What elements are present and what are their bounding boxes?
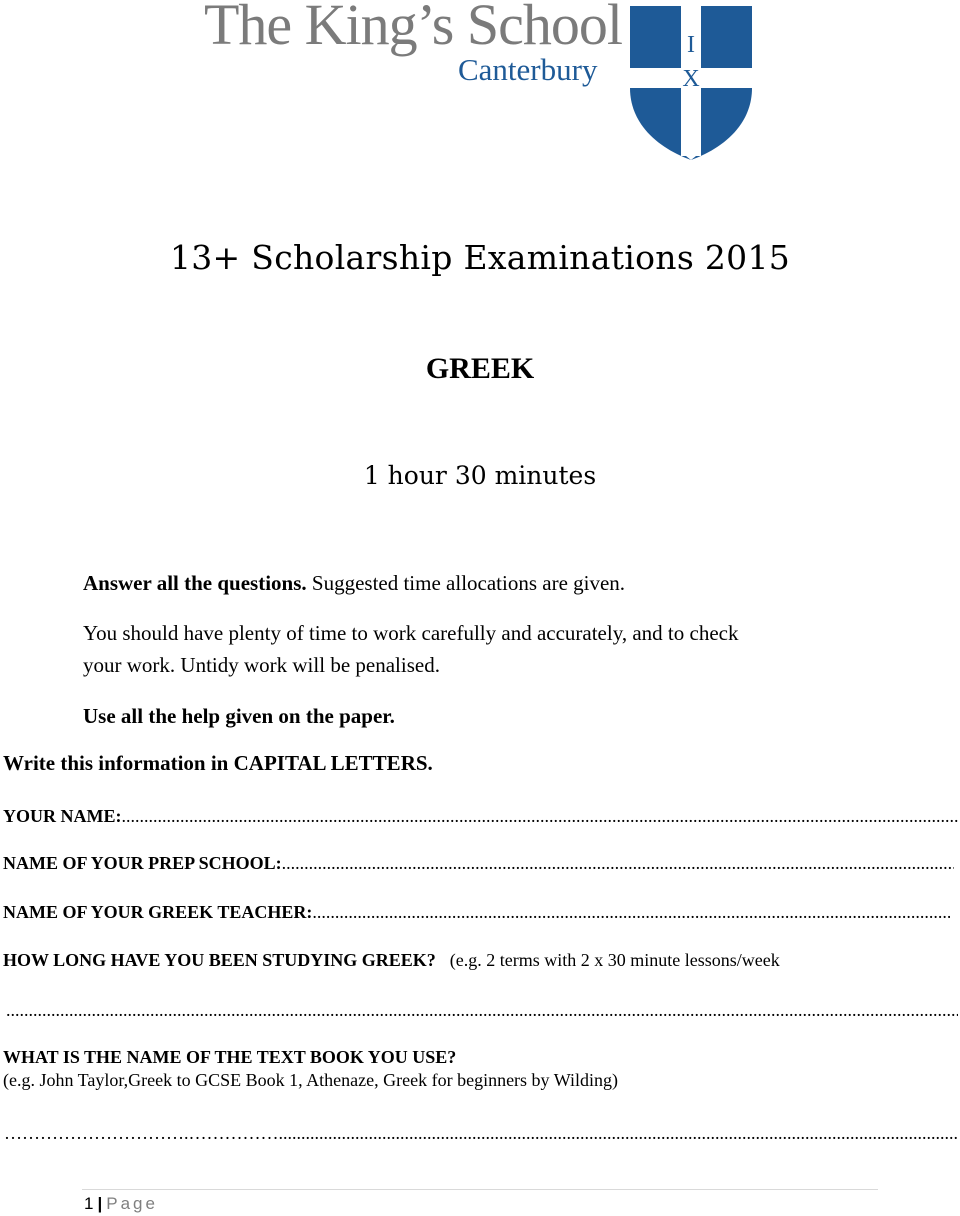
- teacher-field[interactable]: [3, 900, 950, 924]
- footer-divider: [82, 1189, 878, 1190]
- prep-school-label: NAME OF YOUR PREP SCHOOL:: [3, 853, 282, 873]
- textbook-answer-dots[interactable]: [279, 1121, 959, 1145]
- instruction-answer-all: Answer all the questions.: [83, 571, 307, 595]
- name-label: YOUR NAME:: [3, 806, 122, 826]
- school-location-logotype: Canterbury: [458, 52, 598, 87]
- textbook-answer-prefix: ………………………….……………: [4, 1123, 279, 1143]
- exam-title: 13+ Scholarship Examinations 2015: [169, 238, 791, 277]
- page-label: Page: [106, 1194, 158, 1213]
- page-number: 1: [84, 1194, 94, 1213]
- study-duration-answer-line[interactable]: [6, 998, 958, 1022]
- study-duration-dots[interactable]: [6, 998, 958, 1022]
- teacher-answer-line[interactable]: [312, 900, 950, 924]
- svg-text:X: X: [682, 66, 700, 92]
- school-crest-shield-icon: [628, 2, 754, 162]
- school-name-logotype: The King’s School: [204, 0, 622, 57]
- capital-letters-note: Write this information in CAPITAL LETTERS.: [3, 751, 433, 775]
- instruction-time-allocations: Suggested time allocations are given.: [306, 571, 626, 595]
- name-answer-line[interactable]: [122, 804, 959, 828]
- exam-subject: GREEK: [425, 352, 535, 385]
- exam-duration: 1 hour 30 minutes: [363, 461, 597, 490]
- textbook-field: [3, 1045, 958, 1069]
- name-field[interactable]: [3, 804, 958, 828]
- footer-separator: |: [97, 1194, 103, 1213]
- prep-school-answer-line[interactable]: [282, 851, 954, 875]
- svg-text:I: I: [687, 32, 695, 58]
- prep-school-field[interactable]: [3, 851, 954, 875]
- instruction-line-2: You should have plenty of time to work carefully and accurately, and to check: [83, 621, 739, 645]
- textbook-example: (e.g. John Taylor,Greek to GCSE Book 1, Athenaze, Greek for beginners by Wilding): [3, 1070, 618, 1090]
- instruction-line-4: Use all the help given on the paper.: [83, 704, 395, 728]
- study-duration-example: (e.g. 2 terms with 2 x 30 minute lessons/week: [449, 950, 780, 970]
- study-duration-field: [3, 948, 958, 972]
- instruction-line-1: [83, 567, 625, 599]
- study-duration-label: HOW LONG HAVE YOU BEEN STUDYING GREEK?: [3, 950, 436, 970]
- page-footer: [84, 1194, 158, 1214]
- teacher-label: NAME OF YOUR GREEK TEACHER:: [3, 902, 313, 922]
- textbook-answer-line[interactable]: [4, 1121, 958, 1145]
- instruction-line-3: your work. Untidy work will be penalised.: [83, 653, 440, 677]
- textbook-label: WHAT IS THE NAME OF THE TEXT BOOK YOU USE?: [3, 1047, 457, 1067]
